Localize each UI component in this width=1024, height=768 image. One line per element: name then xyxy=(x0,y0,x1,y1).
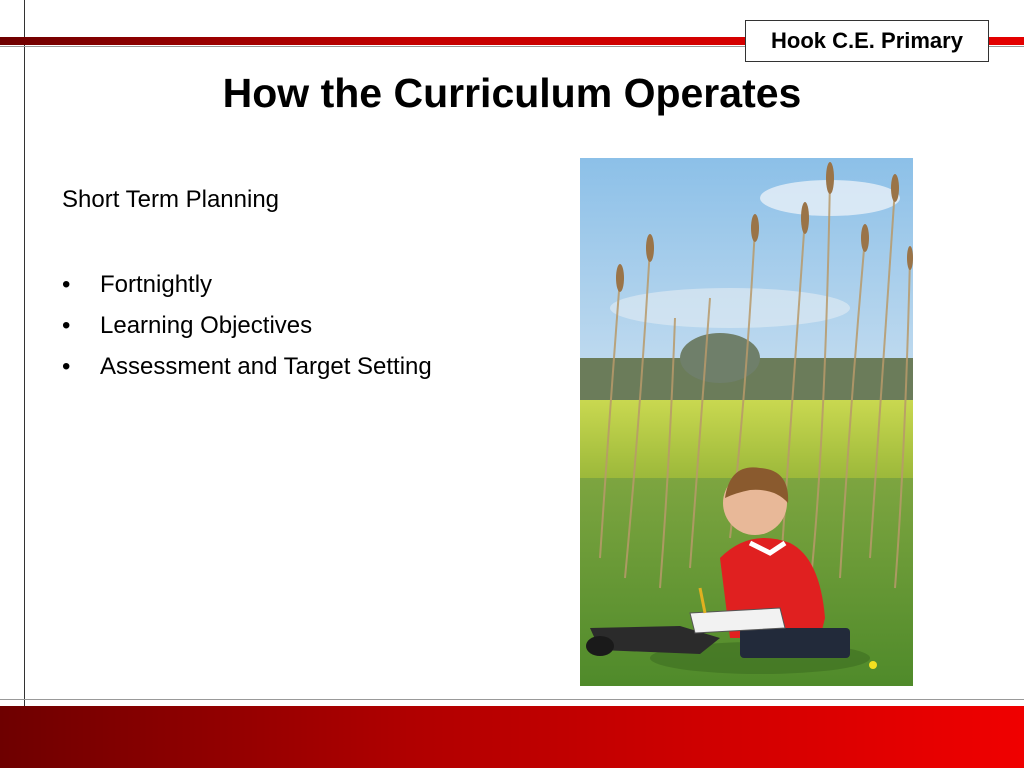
boy-writing-photo xyxy=(580,158,913,686)
bottom-thin-line xyxy=(0,699,1024,700)
slide-title: How the Curriculum Operates xyxy=(222,70,802,116)
bullet-text: Assessment and Target Setting xyxy=(100,353,432,380)
bullet-text: Learning Objectives xyxy=(100,312,313,339)
photo-illustration xyxy=(580,158,913,686)
bullet-marker: • xyxy=(62,353,71,380)
bottom-red-bar xyxy=(0,706,1024,768)
bullet-list xyxy=(62,268,442,391)
bullet-marker: • xyxy=(62,271,71,298)
slide-subheading: Short Term Planning xyxy=(62,186,280,213)
school-name: Hook C.E. Primary xyxy=(771,28,963,53)
bullet-item xyxy=(62,350,442,383)
bullet-text: Fortnightly xyxy=(100,271,213,298)
bullet-item xyxy=(62,268,442,301)
bullet-marker: • xyxy=(62,312,71,339)
school-name-box xyxy=(745,20,989,62)
bullet-item xyxy=(62,309,442,342)
